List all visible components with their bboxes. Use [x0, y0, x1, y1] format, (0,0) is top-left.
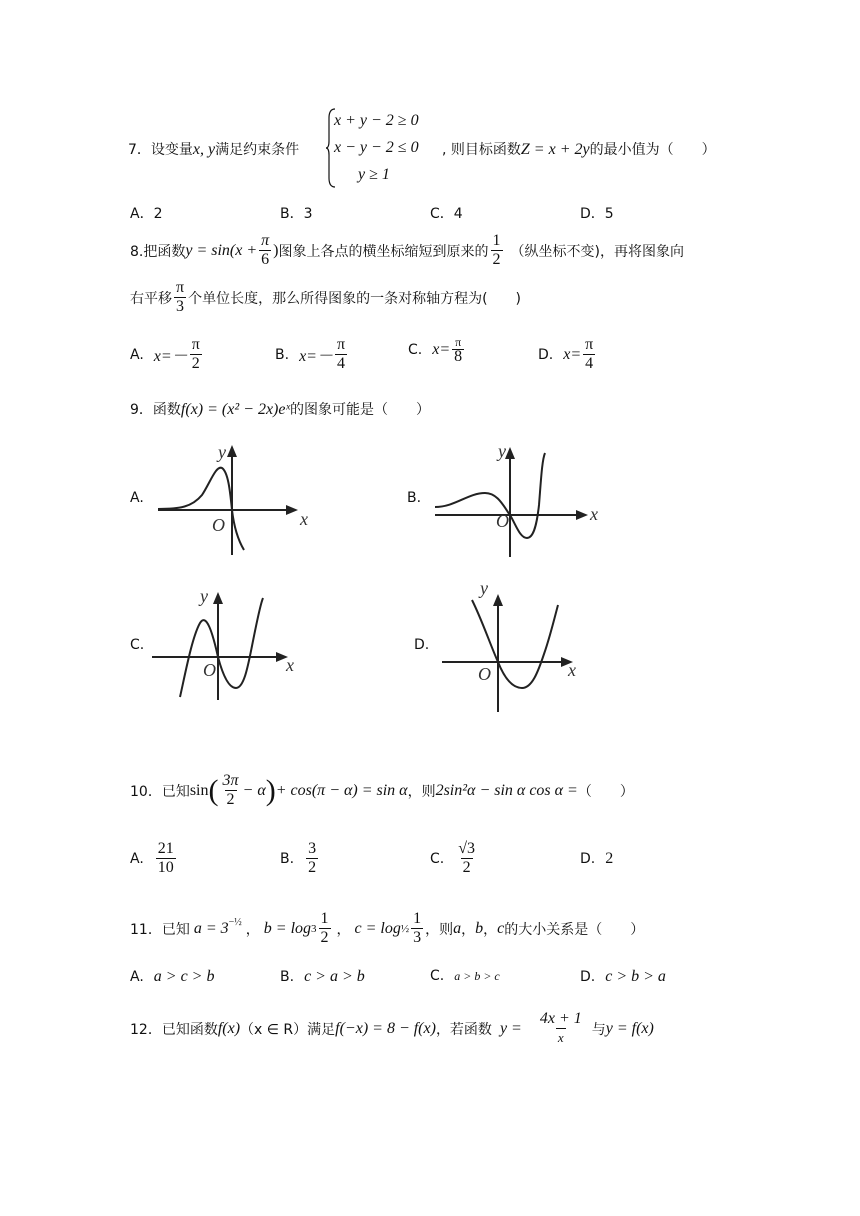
q12-func: f(x)	[217, 1019, 241, 1037]
q11-option-d-label: D.	[580, 969, 596, 985]
q11-a-exp: −½	[228, 917, 242, 928]
q9-b-origin: O	[496, 511, 509, 531]
q7-after: , 则目标函数	[442, 142, 521, 158]
q12-frac: $\frac{4x + 1}{x}$	[539, 1010, 582, 1045]
q10-option-c-label: C.	[430, 850, 445, 867]
q9-graph-c	[150, 580, 310, 705]
q10-option-d-text: 2	[605, 850, 614, 867]
q10-line	[130, 772, 634, 809]
q8-line-1	[130, 232, 684, 269]
q9-b-y-arrow	[505, 447, 515, 459]
q8-option-c	[408, 336, 466, 363]
q12-prefix: 12．已知函数	[130, 1021, 218, 1038]
q10-expr: 2sin²α − sin α cos α =	[435, 781, 578, 799]
q10-rest: + cos(π − α) = sin α	[275, 781, 408, 799]
q10-prefix: 10．已知	[130, 783, 190, 800]
q11-var-b: b	[475, 919, 484, 937]
q7-prefix: 7．设变量	[128, 142, 193, 158]
q11-option-a	[130, 968, 214, 986]
q12-y: y =	[499, 1019, 522, 1037]
q11-tail-pre: ，则	[425, 921, 454, 938]
q8-option-d-frac: $\frac{\pi}{4}$	[585, 336, 594, 372]
q9-func: f(x) = (x² − 2x)eˣ	[180, 401, 290, 418]
q7-line	[128, 139, 299, 159]
q8-option-d	[538, 336, 597, 373]
q7-tail: 的最小值为（ ）	[589, 142, 716, 158]
q11-option-a-text: a > c > b	[153, 968, 215, 985]
q8-option-a-expr: x=－	[153, 348, 188, 365]
q11-c-expr: c = log	[354, 919, 401, 937]
q12-if: ，若函数	[435, 1021, 492, 1038]
q8-one-half: $\frac{1}{2}$	[492, 232, 501, 268]
q11-option-d-text: c > b > a	[605, 968, 666, 985]
q11-option-a-label: A.	[130, 969, 144, 985]
q10-option-b-label: B.	[280, 850, 295, 867]
q12-with: 与	[591, 1021, 606, 1038]
q7-mid: 满足约束条件	[215, 142, 300, 158]
q8-mid: 图象上各点的横坐标缩短到原来的	[278, 243, 489, 260]
q8-func: y = sin(x +	[185, 241, 258, 259]
q8-prefix: 8.把函数	[130, 243, 186, 260]
q9-b-x-arrow	[576, 510, 588, 520]
q8-line2-pre: 右平移	[130, 290, 172, 307]
q7-option-a: A．2	[130, 206, 163, 222]
q7-constraint-3: y ≥ 1	[358, 166, 390, 183]
q11-option-d	[580, 968, 666, 986]
q9-a-y-label: y	[218, 442, 226, 462]
q7-option-b: B．3	[280, 206, 313, 222]
q7-constraint-1: x + y − 2 ≥ 0	[334, 112, 419, 129]
q11-b-expr: b = log	[263, 919, 312, 937]
q11-c-frac: $\frac{1}{3}$	[413, 910, 422, 946]
q11-b-frac: $\frac{1}{2}$	[320, 910, 329, 946]
q11-var-c: c	[497, 919, 505, 937]
q9-label-a: A.	[130, 490, 144, 506]
q8-option-a-label: A.	[130, 346, 144, 363]
q11-line	[130, 910, 644, 947]
q8-option-b-label: B.	[275, 346, 290, 363]
q9-a-x-arrow	[286, 505, 298, 515]
q8-option-c-label: C.	[408, 341, 423, 358]
q8-option-c-expr: x=	[432, 340, 451, 358]
q10-tail: （ ）	[577, 783, 634, 800]
q8-line-2	[130, 279, 521, 316]
q9-c-x-label: x	[286, 655, 294, 675]
q12-line	[130, 1010, 654, 1047]
q10-minus-alpha: − α	[242, 781, 266, 799]
q11-option-c-label: C.	[430, 968, 445, 984]
q11-option-b-label: B.	[280, 969, 295, 985]
q12-domain: （x ∈ R）	[240, 1021, 308, 1038]
q10-option-a-frac: $\frac{21}{10}$	[157, 840, 174, 876]
q12-satisfy: 满足	[307, 1021, 336, 1038]
q11-sep-1: ，	[245, 921, 260, 938]
q9-b-x-label: x	[590, 504, 598, 524]
q9-a-origin: O	[212, 515, 225, 535]
q8-option-b-frac: $\frac{\pi}{4}$	[336, 336, 346, 372]
q9-c-curve	[180, 598, 263, 697]
q7-vars: x, y	[192, 141, 216, 158]
q8-pi-over-3: $\frac{\pi}{3}$	[176, 279, 185, 315]
q9-d-y-arrow	[493, 594, 503, 606]
q9-graph-a	[150, 435, 315, 560]
q8-option-d-label: D.	[538, 346, 554, 363]
q9-tail: 的图象可能是（ ）	[290, 402, 430, 418]
q9-line	[130, 399, 430, 419]
q7-tail-line	[442, 139, 716, 159]
q8-option-d-expr: x=	[563, 345, 582, 363]
q7-objective: Z = x + 2y	[520, 141, 590, 158]
q7-constraint-2: x − y − 2 ≤ 0	[334, 139, 419, 156]
q8-line2-tail: 个单位长度，那么所得图象的一条对称轴方程为( )	[188, 290, 522, 307]
q9-label-c: C.	[130, 637, 145, 653]
q10-option-d	[580, 850, 613, 868]
q12-relation: f(−x) = 8 − f(x)	[335, 1019, 436, 1037]
q9-label-b: B.	[407, 490, 422, 506]
q12-other: y = f(x)	[605, 1019, 654, 1037]
q9-c-y-label: y	[200, 586, 208, 606]
q11-var-a: a	[453, 919, 462, 937]
q11-option-b-text: c > a > b	[304, 968, 365, 985]
q10-then: ，则	[407, 783, 436, 800]
q11-prefix: 11．已知	[130, 921, 190, 938]
q8-option-a-frac: $\frac{\pi}{2}$	[191, 336, 200, 372]
q11-comma-1: ，	[461, 921, 476, 938]
q10-option-d-label: D.	[580, 851, 596, 867]
q9-d-y-label: y	[480, 578, 488, 598]
q9-label-d: D.	[414, 637, 430, 653]
q10-option-b-frac: $\frac{3}{2}$	[308, 840, 317, 876]
q11-option-c	[430, 968, 500, 984]
q10-option-b	[280, 840, 320, 877]
q9-d-x-label: x	[568, 660, 576, 680]
q8-tail: （纵坐标不变)，再将图象向	[510, 243, 684, 260]
q10-option-c-frac: $\frac{√3}{2}$	[458, 840, 476, 876]
q11-sep-2: ，	[336, 921, 351, 938]
q9-graph-b	[430, 435, 605, 560]
q8-option-b	[275, 336, 349, 373]
q8-func-close: )	[273, 241, 279, 259]
q10-option-a	[130, 840, 178, 877]
q11-comma-2: ，	[483, 921, 498, 938]
q10-open-paren: (	[208, 773, 219, 807]
q11-option-c-text: a > b > c	[454, 969, 500, 983]
q9-b-curve	[435, 453, 545, 538]
q9-b-y-label: y	[498, 441, 506, 461]
q11-b-base: 3	[311, 922, 317, 935]
q10-3pi-over-2: $\frac{3\pi}{2}$	[222, 772, 239, 808]
q9-c-y-arrow	[213, 592, 223, 604]
q10-close-paren: )	[265, 773, 276, 807]
q8-option-c-frac: $\frac{\pi}{8}$	[454, 335, 463, 365]
q11-tail: 的大小关系是（ ）	[504, 921, 645, 938]
q8-option-b-expr: x=－	[299, 348, 333, 365]
q8-option-a	[130, 336, 204, 373]
q9-prefix: 9．函数	[130, 402, 181, 418]
q9-graph-d	[440, 572, 590, 717]
q10-option-a-label: A.	[130, 850, 144, 867]
q10-sin: sin	[189, 781, 209, 799]
q9-d-origin: O	[478, 664, 491, 684]
q11-option-b	[280, 968, 365, 986]
q10-option-c	[430, 840, 479, 877]
q7-option-c: C．4	[430, 206, 463, 222]
q9-a-x-label: x	[300, 509, 308, 529]
q9-a-y-arrow	[227, 445, 237, 457]
q8-pi-over-6: $\frac{\pi}{6}$	[261, 232, 270, 268]
q11-a-expr: a = 3	[193, 919, 229, 937]
q9-c-origin: O	[203, 660, 216, 680]
q11-c-base: ½	[400, 922, 410, 935]
q7-option-d: D．5	[580, 206, 614, 222]
